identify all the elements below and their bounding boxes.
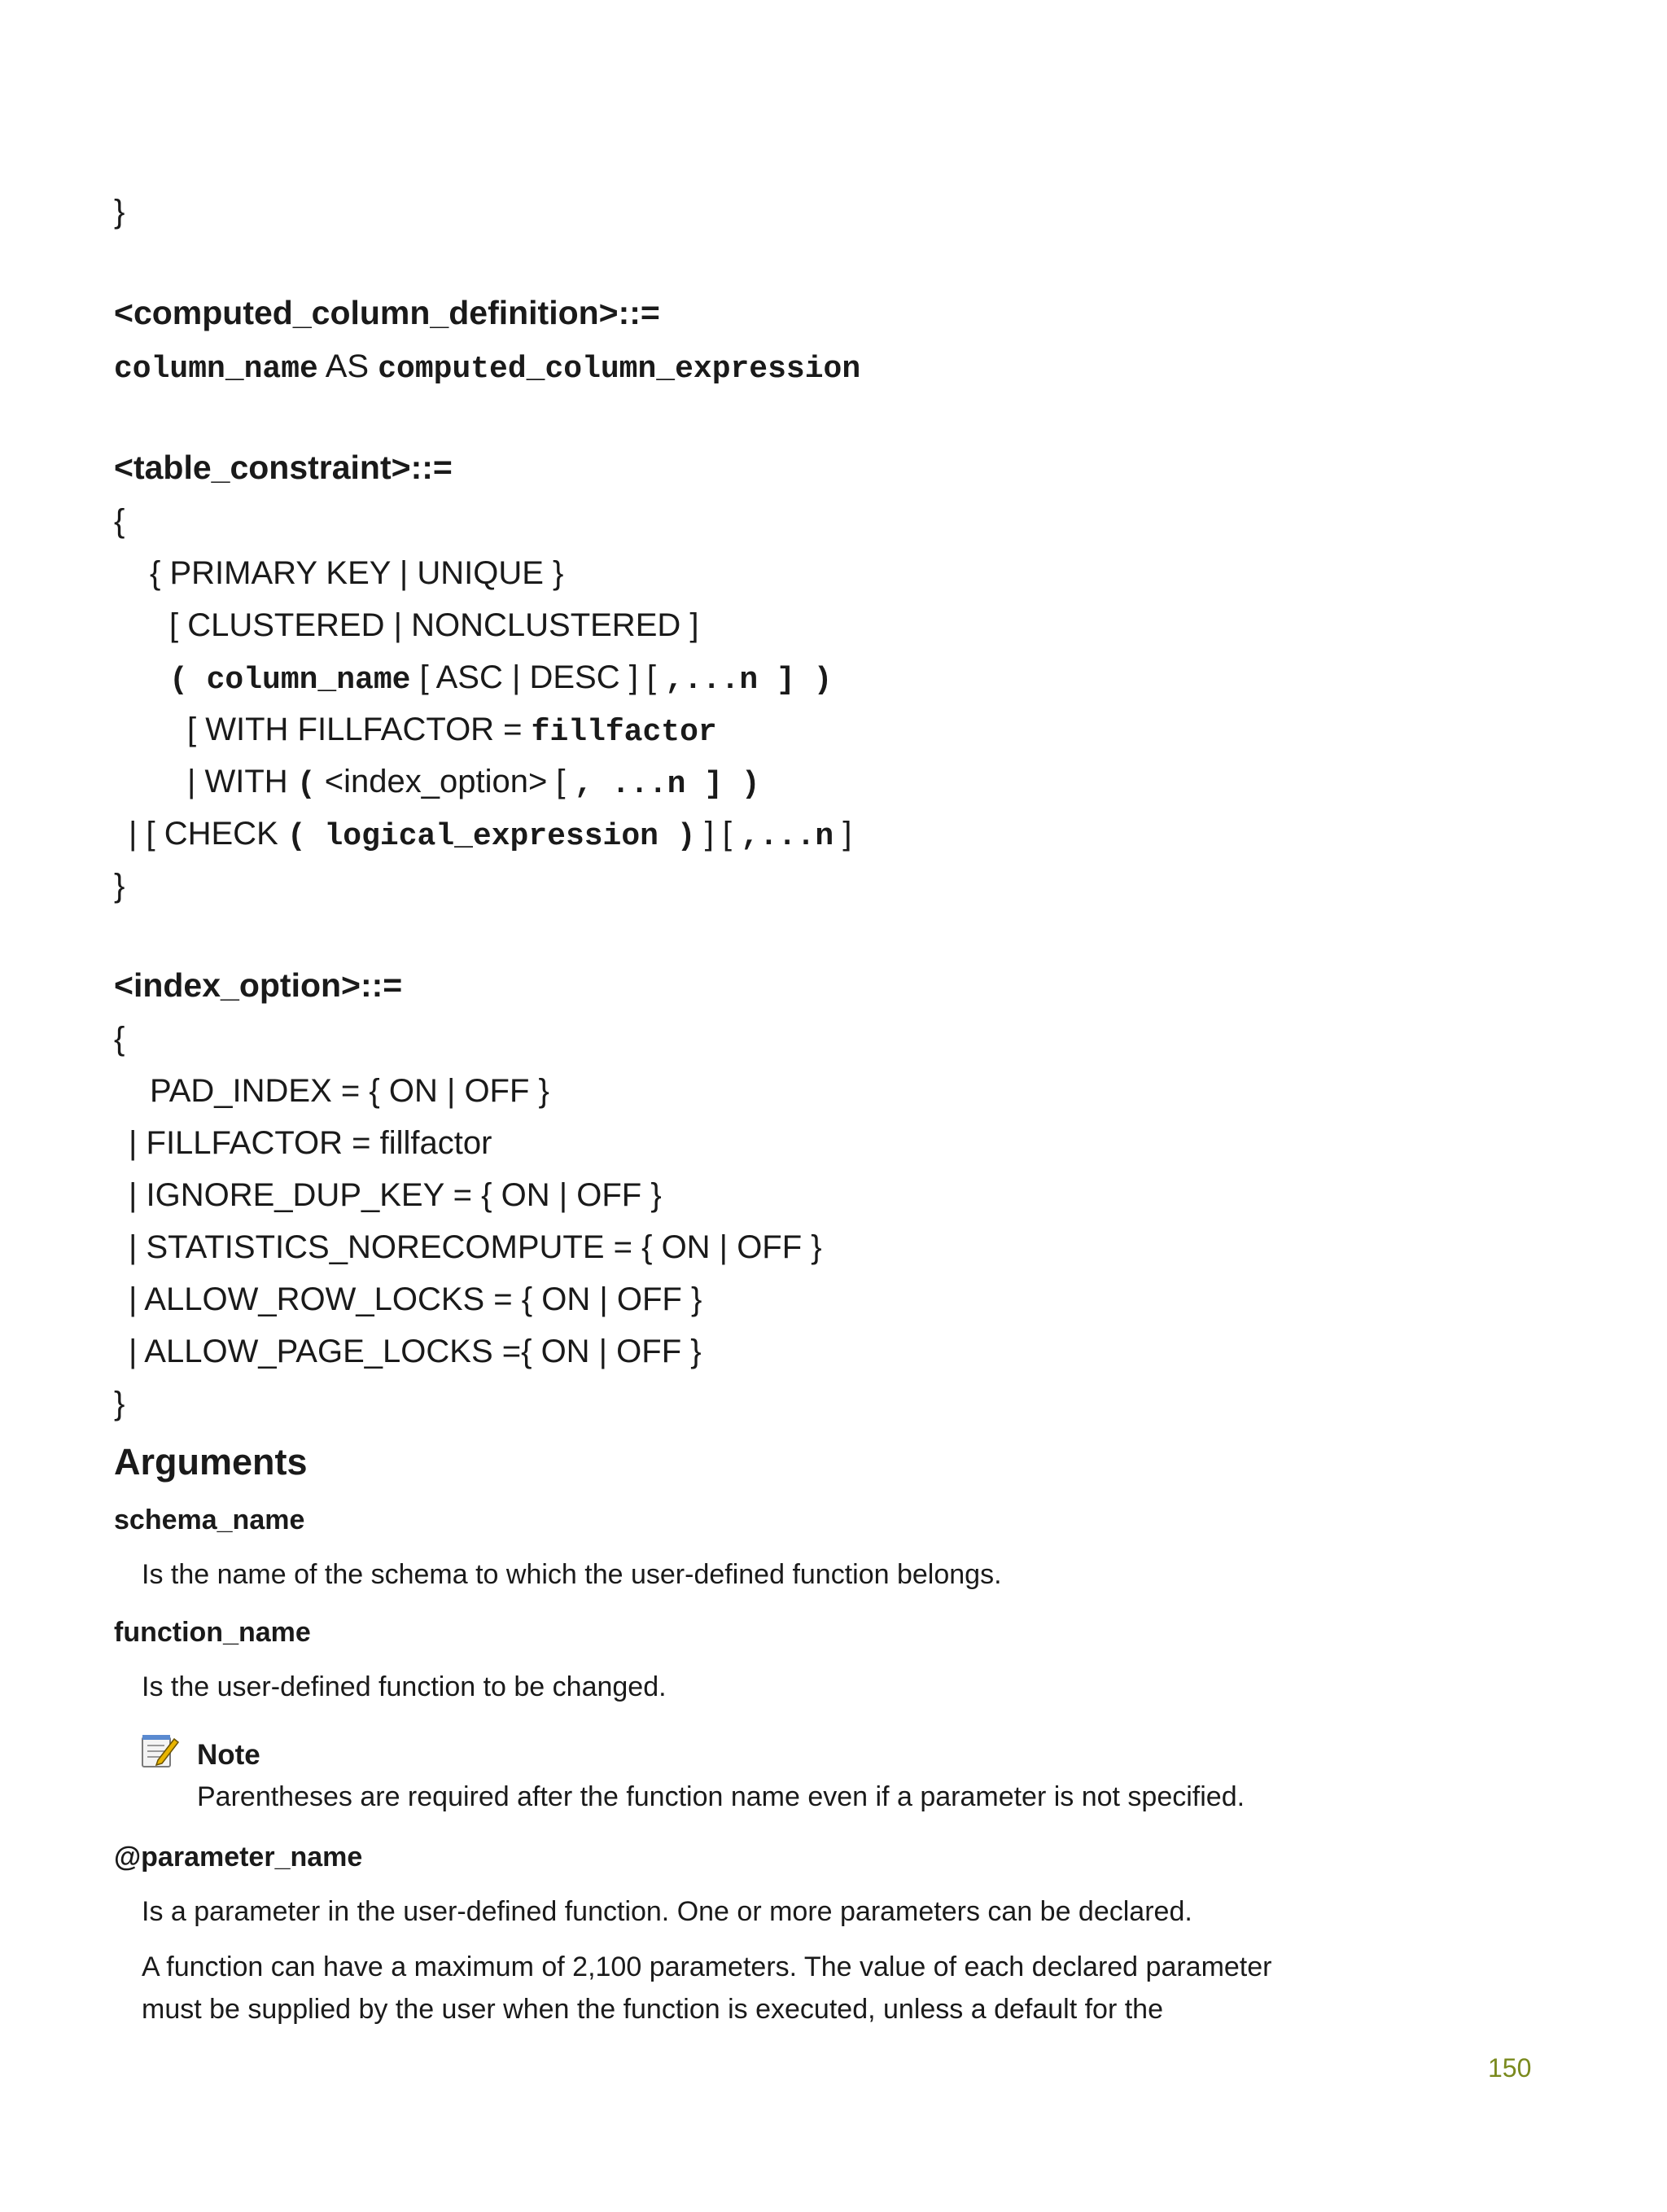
code-paren: ( [296,767,316,802]
index-option-line-6: | ALLOW_PAGE_LOCKS ={ ON | OFF } [129,1334,702,1369]
code-close: ] ) [685,767,760,802]
code-paren: ( [169,663,207,698]
arg-desc-parameter-limit-line-2: must be supplied by the user when the function is executed, unless a default for the [142,1994,1163,2025]
index-option-line-2: | FILLFACTOR = fillfactor [129,1125,492,1161]
code-closing-brace: } [114,194,125,230]
table-constraint-line-6 [129,813,851,858]
code-repeat-n: , ...n [574,767,686,802]
code-paren: ( [287,819,306,854]
code-computed-expression: computed_column_expression [378,352,861,387]
code-logical-expression: logical_expression [305,819,677,854]
computed-column-header: <computed_column_definition>::= [114,294,660,331]
table-constraint-line-5 [187,760,760,806]
arg-desc-parameter-name: Is a parameter in the user-defined function. One or more parameters can be declared. [142,1896,1192,1927]
note-label: Note [197,1739,260,1771]
index-option-open: { [114,1021,125,1057]
index-option-header: <index_option>::= [114,966,403,1004]
arg-desc-schema-name: Is the name of the schema to which the user-defined function belongs. [142,1559,1002,1590]
note-pad-icon [140,1732,181,1770]
index-option-line-1: PAD_INDEX = { ON | OFF } [150,1073,549,1109]
arg-term-schema-name: schema_name [114,1505,305,1535]
code-index-option: <index_option> [ [315,764,575,799]
index-option-line-3: | IGNORE_DUP_KEY = { ON | OFF } [129,1177,662,1213]
table-constraint-line-4 [187,708,717,754]
code-column-name: column_name [206,663,411,698]
table-constraint-header: <table_constraint>::= [114,449,453,486]
code-with: | WITH [187,764,297,799]
code-sort-options: [ ASC | DESC ] [ [410,659,666,695]
page-number: 150 [1488,2053,1532,2083]
code-with-fillfactor: [ WITH FILLFACTOR = [187,712,532,747]
code-paren: ) [676,819,696,854]
arg-desc-function-name: Is the user-defined function to be changed. [142,1671,667,1702]
code-repeat-n: ,...n [741,819,834,854]
computed-column-line [114,345,860,391]
code-bracket-close: ] [834,816,852,852]
code-repeat-n: ,...n [665,663,759,698]
table-constraint-line-3 [169,656,832,702]
index-option-line-5: | ALLOW_ROW_LOCKS = { ON | OFF } [129,1281,702,1317]
code-close: ] ) [758,663,833,698]
code-fillfactor: fillfactor [531,715,717,750]
index-option-line-4: | STATISTICS_NORECOMPUTE = { ON | OFF } [129,1229,822,1265]
arg-term-function-name: function_name [114,1617,311,1648]
note-text: Parentheses are required after the function name even if a parameter is not specified. [197,1781,1245,1812]
code-check: | [ CHECK [129,816,287,852]
table-constraint-line-1: { PRIMARY KEY | UNIQUE } [150,555,564,591]
index-option-close: } [114,1386,125,1421]
code-bracket: ] [ [695,816,742,852]
table-constraint-open: { [114,503,125,539]
code-as-keyword: AS [317,348,378,384]
arg-desc-parameter-limit-line-1: A function can have a maximum of 2,100 parameters. The value of each declared parameter [142,1951,1272,1982]
table-constraint-close: } [114,868,125,904]
arguments-heading: Arguments [114,1441,308,1483]
arg-term-parameter-name: @parameter_name [114,1842,363,1873]
code-column-name: column_name [114,352,318,387]
table-constraint-line-2: [ CLUSTERED | NONCLUSTERED ] [169,607,699,643]
